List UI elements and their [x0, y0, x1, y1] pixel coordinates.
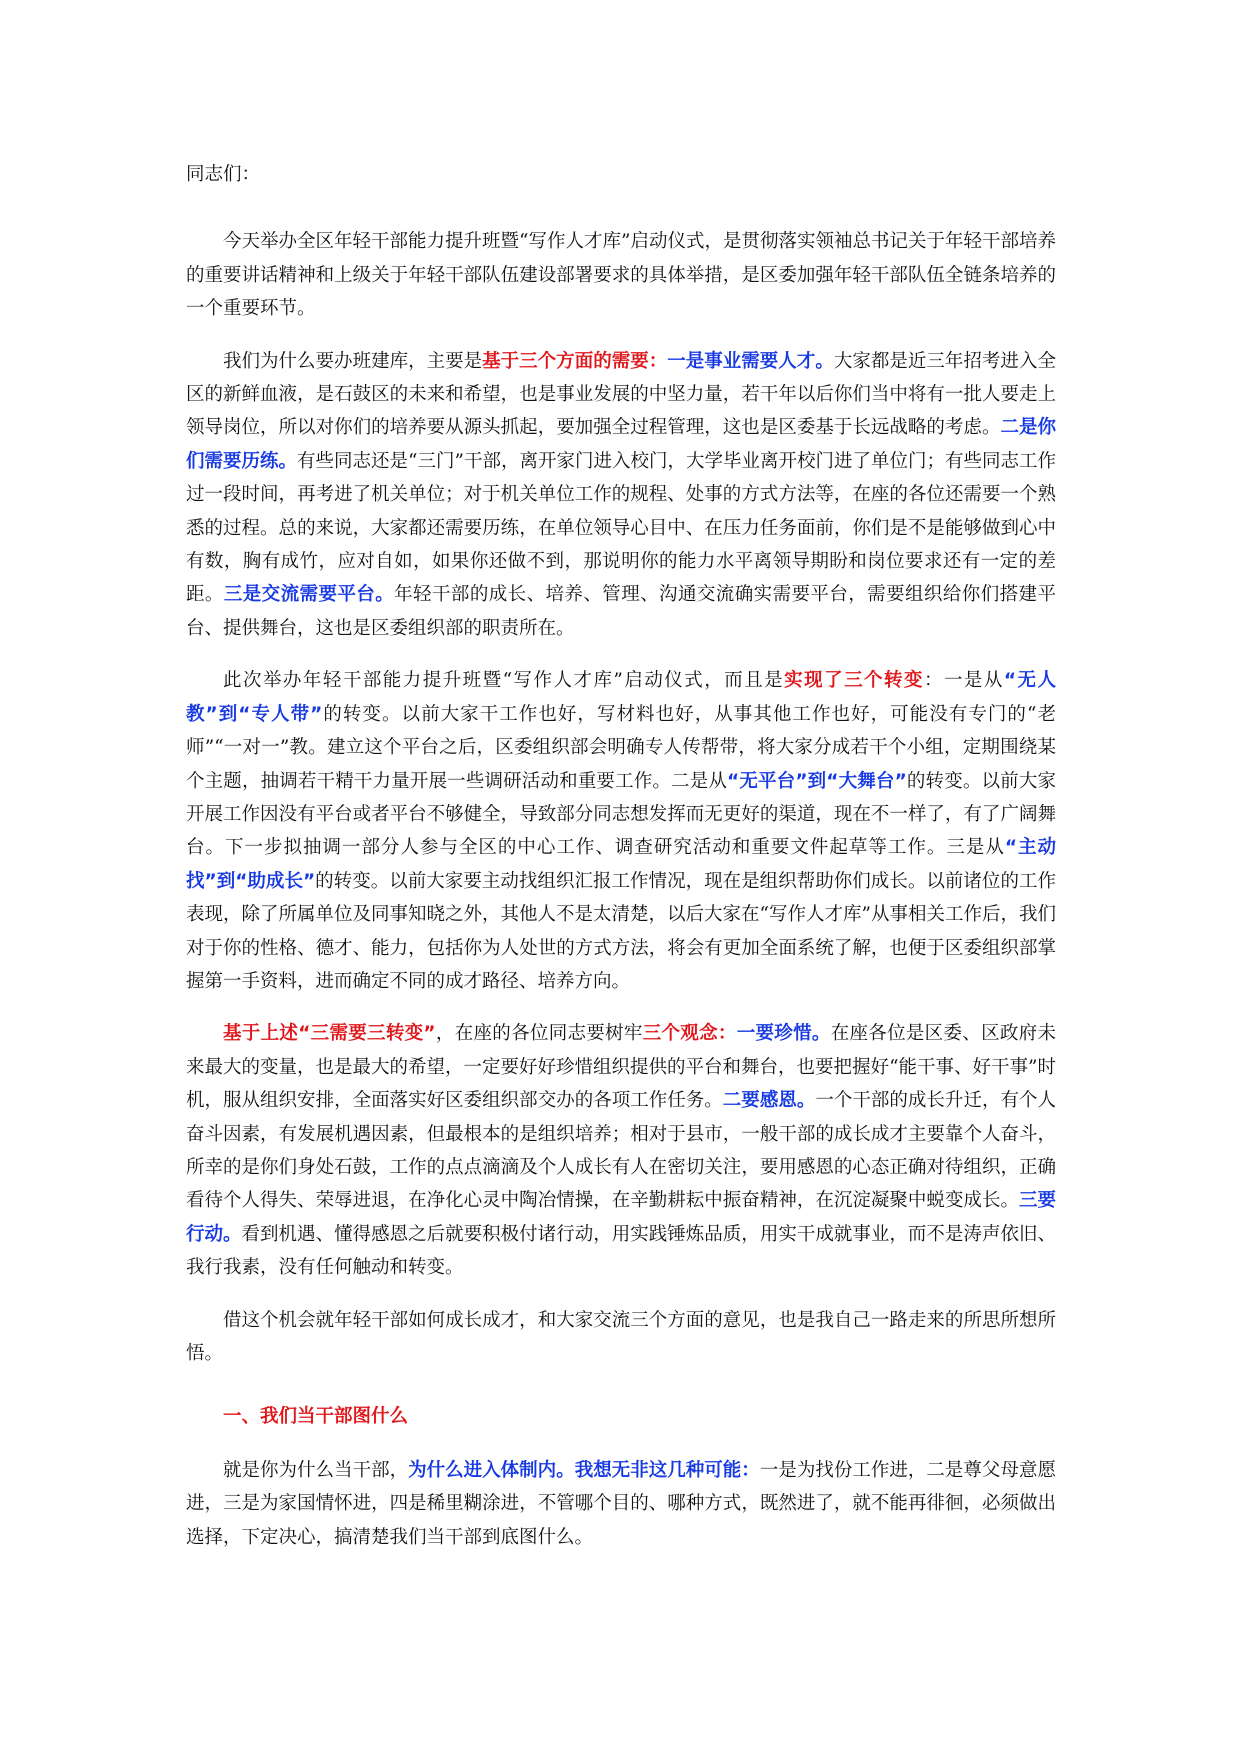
text: 的转变。以前大家要主动找组织汇报工作情况，现在是组织帮助你们成长。以前诸位的工作表现，除了所属单位及同事知晓之外，其他人不是太清楚，以后大家在“写作人才库”从事相关工作后，我们对于你的性格、德才、能力，包括你为人处世的方式方法，将会有更加全面系统了解，也便于区委组织部掌握第一手资料，进而确定不同的成才路径、培养方向。	[186, 870, 1056, 992]
text: 有些同志还是“三门”干部，离开家门进入校门，大学毕业离开校门进了单位门；有些同志工作过一段时间，再考进了机关单位；对于机关单位工作的规程、处事的方式方法等，在座的各位还需要一个熟悉的过程。总的来说，大家都还需要历练，在单位领导心目中、在压力任务面前，你们是不是能够做到心中有数，胸有成竹，应对自如，如果你还做不到，那说明你的能力水平离领导期盼和岗位要求还有一定的差距。	[186, 450, 1056, 606]
text: 在座各位是区委、区政府未来最大的变量，也是最大的希望，一定要好好珍惜组织提供的平台和舞台，也要把握好“能干事、好干事”时机，服从组织安排，全面落实好区委组织部交办的各项工作任务。	[186, 1023, 1056, 1112]
text: 就是你为什么当干部，	[223, 1459, 409, 1481]
emphasis-blue: “无人教”到“专人带”	[186, 670, 1056, 725]
text: ，在座的各位同志要树牢	[435, 1023, 643, 1045]
text: 年轻干部的成长、培养、管理、沟通交流确实需要平台，需要组织给你们搭建平台、提供舞台，这也是区委组织部的职责所在。	[186, 584, 1056, 639]
emphasis-blue: 一是事业需要人才。	[667, 350, 834, 372]
emphasis-blue: 一要珍惜。	[736, 1023, 831, 1045]
paragraph-three-needs	[186, 345, 1056, 646]
emphasis-red: 基于三个方面的需要：	[482, 350, 668, 372]
document-page	[186, 158, 1056, 1573]
section-heading: 一、我们当干部图什么	[223, 1406, 409, 1428]
text: ：一是从	[923, 670, 1004, 692]
greeting: 同志们：	[186, 164, 261, 185]
emphasis-blue: 三要行动。	[186, 1190, 1056, 1245]
emphasis-blue: 为什么进入体制内。我想无非这几种可能：	[408, 1459, 760, 1481]
emphasis-blue: “无平台”到“大舞台”	[727, 770, 907, 792]
text: 的转变。以前大家干工作也好，写材料也好，从事其他工作也好，可能没有专门的“老师”“一对一”教。建立这个平台之后，区委组织部会明确专人传帮带，将大家分成若干个小组，定期围绕某个主题，抽调若干精干力量开展一些调研活动和重要工作。二是从	[186, 703, 1056, 792]
emphasis-blue: 二是你们需要历练。	[186, 417, 1056, 472]
paragraph-transition: 借这个机会就年轻干部如何成长成才，和大家交流三个方面的意见，也是我自己一路走来的所思所想所悟。	[186, 1309, 1056, 1364]
text: 我们为什么要办班建库，主要是	[223, 350, 483, 372]
emphasis-blue: “主动找”到“助成长”	[186, 837, 1056, 892]
text: 大家都是近三年招考进入全区的新鲜血液，是石鼓区的未来和希望，也是事业发展的中坚力量，若干年以后你们当中将有一批人要走上领导岗位，所以对你们的培养要从源头抓起，要加强全过程管理，这也是区委基于长远战略的考虑。	[186, 350, 1056, 439]
paragraph-three-changes	[186, 664, 1056, 998]
text: 一个干部的成长升迁，有个人奋斗因素，有发展机遇因素，但最根本的是组织培养；相对于县市，一般干部的成长成才主要靠个人奋斗，所幸的是你们身处石鼓，工作的点点滴滴及个人成长有人在密切关注，要用感恩的心态正确对待组织，正确看待个人得失、荣辱进退，在净化心灵中陶冶情操，在辛勤耕耘中振奋精神，在沉淀凝聚中蜕变成长。	[186, 1090, 1056, 1212]
paragraph-why-cadre	[186, 1454, 1056, 1554]
emphasis-red: 基于上述“三需要三转变”	[223, 1023, 436, 1045]
emphasis-red: 三个观念：	[642, 1023, 737, 1045]
text: 看到机遇、懂得感恩之后就要积极付诸行动，用实践锤炼品质，用实干成就事业，而不是涛声依旧、我行我素，没有任何触动和转变。	[186, 1223, 1056, 1279]
text: 的转变。以前大家开展工作因没有平台或者平台不够健全，导致部分同志想发挥而无更好的渠道，现在不一样了，有了广阔舞台。下一步拟抽调一部分人参与全区的中心工作、调查研究活动和重要文件起草等工作。三是从	[186, 770, 1056, 859]
text: 一是为找份工作进，二是尊父母意愿进，三是为家国情怀进，四是稀里糊涂进，不管哪个目的、哪种方式，既然进了，就不能再徘徊，必须做出选择，下定决心，搞清楚我们当干部到底图什么。	[186, 1459, 1056, 1548]
paragraph-three-concepts	[186, 1017, 1056, 1284]
emphasis-blue: 三是交流需要平台。	[223, 584, 395, 606]
emphasis-blue: 二要感恩。	[722, 1090, 816, 1112]
emphasis-red: 实现了三个转变	[784, 670, 924, 692]
paragraph-intro: 今天举办全区年轻干部能力提升班暨“写作人才库”启动仪式，是贯彻落实领袖总书记关于年轻干部培养的重要讲话精神和上级关于年轻干部队伍建设部署要求的具体举措，是区委加强年轻干部队伍全链条培养的一个重要环节。	[186, 231, 1056, 320]
text: 此次举办年轻干部能力提升班暨“写作人才库”启动仪式，而且是	[223, 670, 785, 692]
